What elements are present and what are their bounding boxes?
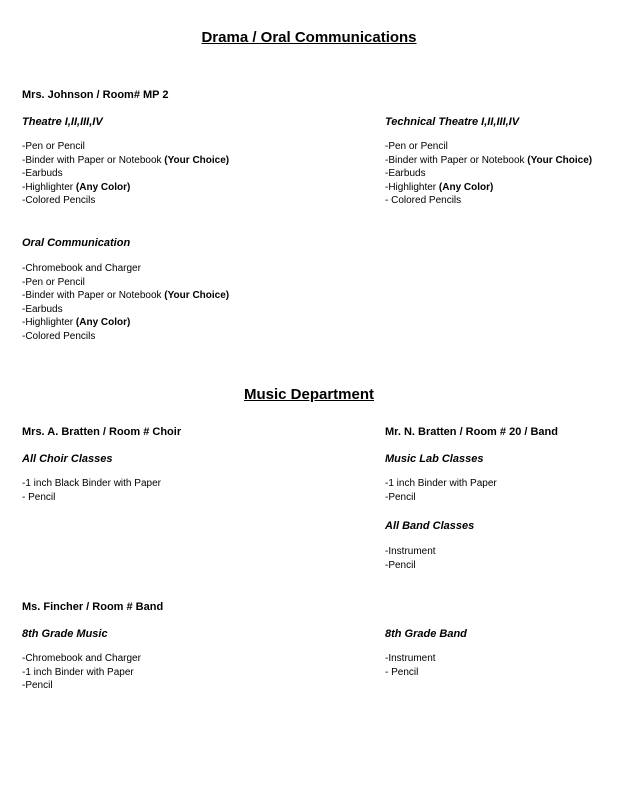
fincher-teacher-heading: Ms. Fincher / Room # Band — [22, 601, 164, 613]
choir-course-title: All Choir Classes — [22, 453, 113, 465]
supply-item-note: (Your Choice) — [527, 154, 593, 166]
grade8-band-course-title: 8th Grade Band — [385, 628, 467, 640]
supply-item — [22, 303, 229, 317]
supply-item-note: (Your Choice) — [164, 154, 230, 166]
supply-item-text: -Pencil — [385, 559, 416, 571]
supply-item-text: -Earbuds — [385, 168, 426, 180]
supply-item — [385, 477, 497, 491]
supply-item — [22, 262, 229, 276]
grade8-music-supply-list — [22, 652, 141, 693]
supply-item-text: -Highlighter — [385, 181, 439, 193]
supply-item-text: -Pen or Pencil — [22, 141, 85, 152]
supply-item-text: -Colored Pencils — [22, 195, 96, 207]
supply-item-text: -Binder with Paper or Notebook — [22, 154, 165, 166]
supply-item-text: -Pencil — [385, 491, 416, 503]
music-lab-course-title: Music Lab Classes — [385, 453, 484, 465]
supply-item-text: -Pen or Pencil — [22, 276, 85, 288]
supply-item-note: (Your Choice) — [164, 290, 230, 302]
technical-theatre-course-title: Technical Theatre I,II,III,IV — [385, 116, 520, 128]
supply-item — [22, 330, 229, 344]
supply-item — [22, 679, 141, 693]
supply-item-text: -1 inch Binder with Paper — [385, 478, 497, 489]
supply-item-text: -1 inch Binder with Paper — [22, 666, 134, 678]
supply-item — [22, 181, 229, 195]
supply-item — [385, 154, 592, 168]
supply-item — [22, 666, 141, 680]
supply-item-text: - Colored Pencils — [385, 195, 462, 207]
supply-item-text: -Colored Pencils — [22, 330, 96, 342]
choir-supply-list — [22, 477, 161, 504]
supply-item-text: -Earbuds — [22, 303, 63, 315]
oral-communication-course-title: Oral Communication — [22, 237, 131, 249]
supply-item — [385, 559, 436, 573]
all-band-course-title: All Band Classes — [385, 520, 475, 532]
theatre-course-title: Theatre I,II,III,IV — [22, 116, 103, 128]
supply-item-text: -Highlighter — [22, 317, 76, 329]
supply-item — [22, 167, 229, 181]
supply-item — [22, 140, 229, 154]
supply-item — [385, 194, 592, 208]
technical-theatre-supply-list — [385, 140, 592, 208]
supply-item-text: -Pencil — [22, 680, 53, 692]
all-band-supply-list — [385, 545, 436, 572]
supply-item — [22, 289, 229, 303]
supply-item-text: -Highlighter — [22, 181, 76, 193]
supply-item-note: (Any Color) — [75, 181, 131, 193]
supply-item — [22, 491, 161, 505]
choir-teacher-heading: Mrs. A. Bratten / Room # Choir — [22, 426, 182, 438]
music-section-title: Music Department — [243, 386, 375, 403]
band-teacher-heading: Mr. N. Bratten / Room # 20 / Band — [385, 426, 558, 438]
supply-item — [385, 181, 592, 195]
supply-item-note: (Any Color) — [438, 181, 494, 193]
drama-teacher-heading: Mrs. Johnson / Room# MP 2 — [22, 89, 169, 101]
supply-item-text: -Chromebook and Charger — [22, 263, 141, 274]
supply-item-text: -Chromebook and Charger — [22, 653, 141, 664]
supply-item-text: -Instrument — [385, 653, 436, 664]
music-lab-supply-list — [385, 477, 497, 504]
supply-item-text: -Binder with Paper or Notebook — [385, 154, 528, 166]
supply-item-text: -Binder with Paper or Notebook — [22, 290, 165, 302]
supply-item — [22, 194, 229, 208]
supply-item — [22, 652, 141, 666]
supply-item-note: (Any Color) — [75, 317, 131, 329]
oral-communication-supply-list — [22, 262, 229, 344]
supply-item-text: - Pencil — [22, 491, 56, 503]
grade8-band-supply-list — [385, 652, 436, 679]
supply-item — [22, 276, 229, 290]
supply-item — [385, 491, 497, 505]
supply-item — [22, 154, 229, 168]
drama-section-title: Drama / Oral Communications — [201, 29, 417, 46]
supply-item — [385, 167, 592, 181]
supply-item — [22, 316, 229, 330]
supply-item-text: -1 inch Black Binder with Paper — [22, 478, 161, 489]
supply-item — [385, 666, 436, 680]
supply-item — [385, 140, 592, 154]
grade8-music-course-title: 8th Grade Music — [22, 628, 108, 640]
supply-item-text: - Pencil — [385, 666, 419, 678]
supply-item-text: -Instrument — [385, 546, 436, 557]
supply-item — [385, 652, 436, 666]
theatre-supply-list — [22, 140, 229, 208]
supply-item — [22, 477, 161, 491]
supply-item-text: -Pen or Pencil — [385, 141, 448, 152]
supply-item — [385, 545, 436, 559]
supply-item-text: -Earbuds — [22, 168, 63, 180]
